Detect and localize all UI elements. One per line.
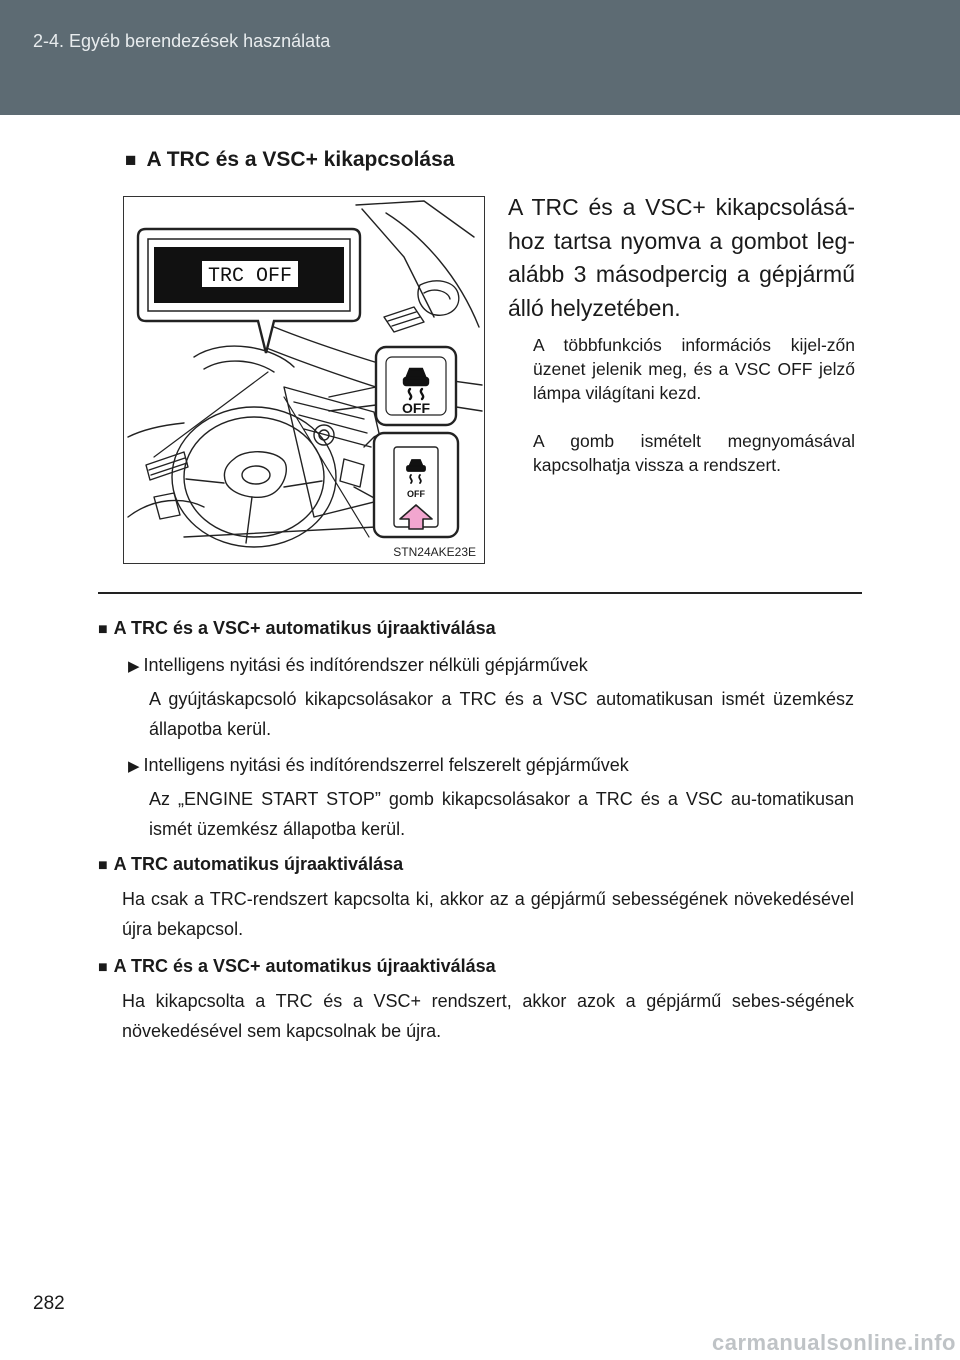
triangle-bullet-icon: ▶ [128, 658, 140, 675]
triangle-bullet-icon: ▶ [128, 758, 140, 775]
dashboard-drawing [124, 197, 484, 563]
subsection-title-text: A TRC és a VSC+ automatikus újraaktiválása [113, 956, 496, 976]
page-number: 282 [33, 1293, 65, 1314]
header-title: 2-4. Egyéb berendezések használata [33, 31, 331, 51]
instruction-note: A gomb ismételt megnyomásával kapcsolhatja vissza a rendszert. [533, 431, 855, 475]
list-item-label: Intelligens nyitási és indítórendszerrel felszerelt gépjárművek [143, 755, 629, 775]
subsection-title [98, 854, 403, 875]
section-divider [98, 592, 862, 594]
paragraph: A gyújtáskapcsoló kikapcsolásakor a TRC és a VSC automatikusan ismét üzemkész állapotba kerül. [149, 689, 854, 739]
small-button-off-label: OFF [407, 489, 425, 499]
square-bullet-icon: ■ [98, 857, 108, 874]
watermark: carmanualsonline.info [712, 1330, 956, 1355]
section-title-text: A TRC és a VSC+ kikapcsolása [146, 148, 455, 171]
list-item [128, 755, 629, 776]
paragraph: Az „ENGINE START STOP” gomb kikapcsolásakor a TRC és a VSC au-tomatikusan ismét üzemkész állapotba kerül. [149, 789, 854, 839]
trc-off-display-text: TRC OFF [207, 265, 293, 288]
page-header [0, 0, 960, 115]
square-bullet-icon: ■ [98, 959, 108, 976]
square-bullet-icon: ■ [98, 621, 108, 638]
paragraph: Ha csak a TRC-rendszert kapcsolta ki, akkor az a gépjármű sebességének növekedésével újra bekapcsol. [122, 889, 854, 939]
section-title [125, 148, 454, 172]
button-off-label: OFF [402, 400, 430, 416]
dashboard-illustration [123, 196, 485, 564]
paragraph: Ha kikapcsolta a TRC és a VSC+ rendszert, akkor azok a gépjármű sebes-ségének növekedésével sem kapcsolnak be újra. [122, 991, 854, 1041]
subsection-title [98, 618, 496, 639]
instruction-note: A többfunkciós információs kijel-zőn üzenet jelenik meg, és a VSC OFF jelző lámpa világítani kezd. [533, 335, 855, 403]
figure-code: STN24AKE23E [393, 545, 476, 559]
list-item-label: Intelligens nyitási és indítórendszer nélküli gépjárművek [143, 655, 588, 675]
subsection-title [98, 956, 496, 977]
subsection-title-text: A TRC automatikus újraaktiválása [113, 854, 404, 874]
subsection-title-text: A TRC és a VSC+ automatikus újraaktiválása [113, 618, 496, 638]
square-bullet-icon: ■ [125, 150, 137, 171]
instruction-text: A TRC és a VSC+ kikapcsolásá-hoz tartsa nyomva a gombot leg-alább 3 másodpercig a gépjármű álló helyzetében. [508, 194, 855, 321]
list-item [128, 655, 588, 676]
